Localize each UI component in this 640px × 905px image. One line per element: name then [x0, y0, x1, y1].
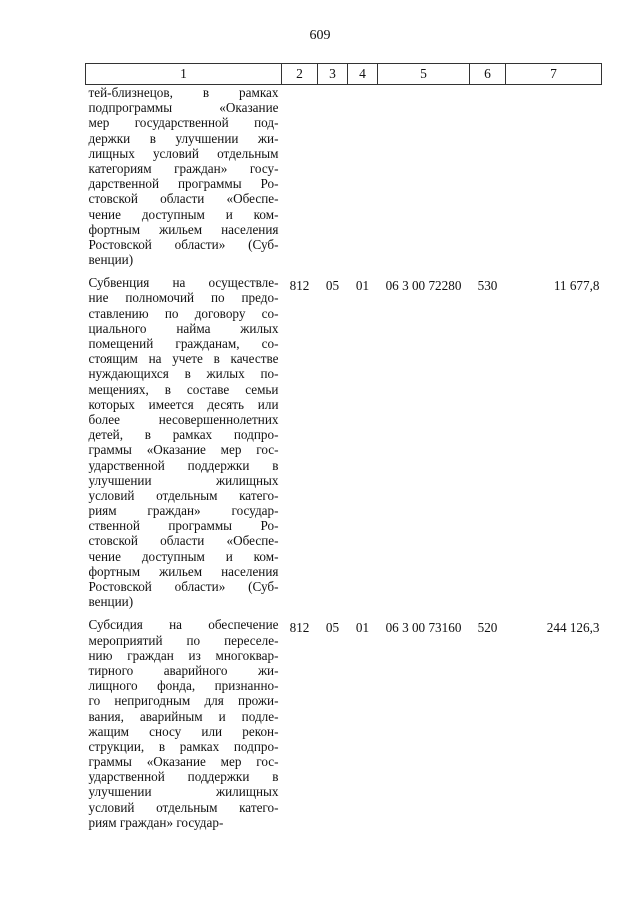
description-line: риям граждан» государ- — [88, 814, 224, 830]
target-article-code: 06 3 00 73160 — [385, 620, 462, 636]
description-line: стовской области «Обеспе- — [88, 191, 279, 207]
subsection-code — [348, 85, 378, 276]
description-line: ние полномочий по предо- — [88, 290, 279, 306]
description-line: Ростовской области» (Суб- — [88, 236, 279, 252]
column-header: 5 — [378, 64, 470, 85]
page-number: 609 — [309, 28, 331, 43]
description-line: ставлению по договору со- — [88, 305, 279, 321]
table-row — [86, 85, 602, 276]
section-code — [318, 85, 348, 276]
column-header: 4 — [348, 64, 378, 85]
description-line: тей-близнецов, в рамках — [88, 85, 279, 100]
description-line: ударственной поддержки в — [88, 457, 279, 473]
column-header: 1 — [86, 64, 282, 85]
description-line: мероприятий по переселе- — [88, 632, 279, 648]
description-line: условий отдельным катего- — [88, 799, 279, 815]
description-line: улучшении жилищных — [88, 472, 279, 488]
description-line: более несовершеннолетних — [88, 411, 279, 427]
description-line: граммы «Оказание мер гос- — [88, 442, 279, 458]
description-line: фортным жильем населения — [88, 563, 279, 579]
description-line: условий отдельным катего- — [88, 487, 279, 503]
description-line: чение доступным и ком- — [88, 548, 279, 564]
description-line: подпрограммы «Оказание — [88, 100, 279, 116]
description-line: нию граждан из многоквар- — [88, 647, 279, 663]
section-code: 05 — [325, 620, 340, 636]
description-line: риям граждан» государ- — [88, 503, 279, 519]
description-line: Ростовской области» (Суб- — [88, 579, 279, 594]
table-row — [86, 275, 602, 617]
ministry-code: 812 — [289, 620, 310, 636]
amount-value: 11 677,8 — [553, 278, 600, 294]
description-line: держки в улучшении жи- — [88, 130, 279, 146]
description-line: детей, в рамках подпро- — [88, 427, 279, 443]
description-line: лищного фонда, признанно- — [88, 678, 279, 694]
description-line: вания, аварийным и подле- — [88, 708, 279, 724]
budget-table — [85, 63, 602, 838]
amount-value: 244 126,3 — [546, 620, 600, 636]
description-line: стоящим на учете в качестве — [88, 351, 279, 367]
description-line: го непригодным для прожи- — [88, 693, 279, 709]
description-line: мер государственной под- — [88, 115, 279, 131]
expense-type-code: 520 — [477, 620, 498, 636]
description-line: мещениях, в составе семьи — [88, 381, 279, 397]
column-header: 3 — [318, 64, 348, 85]
description-line: ственной программы Ро- — [88, 518, 279, 534]
row-description — [86, 275, 282, 617]
table-row — [86, 617, 602, 838]
expense-type-code: 530 — [477, 278, 498, 294]
target-article-code: 06 3 00 72280 — [385, 278, 462, 294]
description-line: тирного аварийного жи- — [88, 662, 279, 678]
ministry-code: 812 — [289, 278, 310, 294]
column-header: 2 — [282, 64, 318, 85]
description-line: Субвенция на осуществле- — [88, 275, 279, 291]
row-description — [86, 617, 282, 838]
column-header: 6 — [470, 64, 506, 85]
description-line: жащим сносу или рекон- — [88, 723, 279, 739]
description-line: циального найма жилых — [88, 320, 279, 336]
ministry-code — [282, 85, 318, 276]
subsection-code: 01 — [355, 278, 370, 294]
description-line: струкции, в рамках подпро- — [88, 738, 279, 754]
target-article-code — [378, 85, 470, 276]
expense-type-code — [470, 85, 506, 276]
row-description — [86, 85, 282, 276]
description-line: дарственной программы Ро- — [88, 176, 279, 192]
section-code: 05 — [325, 278, 340, 294]
header-row — [86, 64, 602, 85]
subsection-code: 01 — [355, 620, 370, 636]
description-line: чение доступным и ком- — [88, 206, 279, 222]
description-line: ударственной поддержки в — [88, 769, 279, 785]
description-line: венции) — [88, 252, 134, 268]
description-line: стовской области «Обеспе- — [88, 533, 279, 549]
description-line: помещений гражданам, со- — [88, 336, 279, 351]
column-header: 7 — [506, 64, 602, 85]
description-line: венции) — [88, 594, 134, 610]
description-line: нуждающихся в жилых по- — [88, 366, 279, 382]
table-body — [86, 85, 602, 839]
description-line: улучшении жилищных — [88, 784, 279, 800]
description-line: Субсидия на обеспечение — [88, 617, 279, 633]
description-line: категориям граждан» госу- — [88, 160, 279, 176]
description-line: фортным жильем населения — [88, 221, 279, 237]
description-line: граммы «Оказание мер гос- — [88, 754, 279, 770]
description-line: которых имеется десять или — [88, 396, 279, 412]
description-line: лищных условий отдельным — [88, 145, 279, 161]
amount-value — [506, 85, 602, 276]
